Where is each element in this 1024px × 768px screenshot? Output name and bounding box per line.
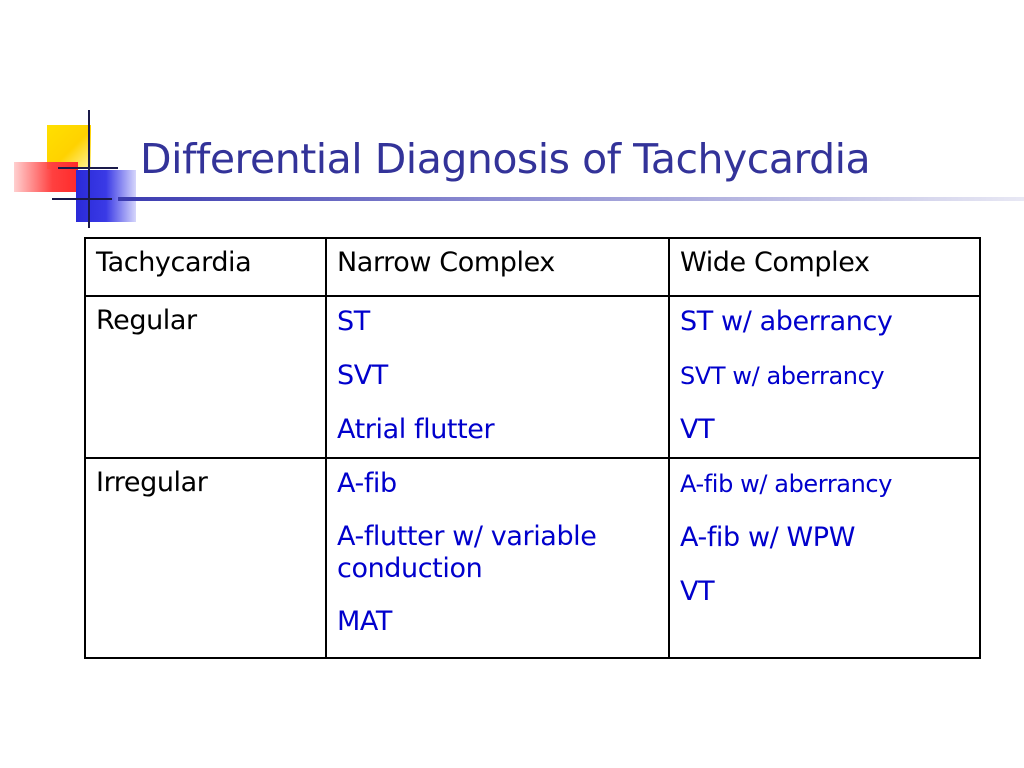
slide-logo-decoration (0, 0, 150, 240)
horizontal-line-shape (52, 198, 112, 200)
cell-item: VT (680, 414, 715, 445)
cell-item: MAT (337, 606, 392, 637)
cell-item: A-fib (337, 468, 397, 499)
cell-item: A-fib w/ aberrancy (680, 470, 893, 498)
blue-square-shape (76, 170, 136, 222)
narrow-complex-cell (326, 296, 669, 458)
diagnosis-table-container (84, 237, 981, 659)
cell-item: VT (680, 576, 715, 607)
table-row (85, 458, 980, 658)
cell-item: ST w/ aberrancy (680, 306, 893, 337)
narrow-complex-cell (326, 458, 669, 658)
cell-item: A-flutter w/ variable conduction (337, 521, 597, 584)
cell-item: Atrial flutter (337, 414, 495, 445)
header-cell: Narrow Complex (326, 238, 669, 296)
horizontal-line-shape (58, 167, 118, 169)
header-cell: Wide Complex (669, 238, 980, 296)
title-underline (118, 197, 1024, 201)
cell-item: A-fib w/ WPW (680, 522, 855, 553)
table-header-row (85, 238, 980, 296)
wide-complex-cell (669, 458, 980, 658)
table-row (85, 296, 980, 458)
vertical-line-shape (88, 110, 90, 228)
cell-item: SVT (337, 360, 388, 391)
row-label-cell: Irregular (85, 458, 326, 658)
header-cell: Tachycardia (85, 238, 326, 296)
wide-complex-cell (669, 296, 980, 458)
cell-item: ST (337, 306, 370, 337)
cell-item: SVT w/ aberrancy (680, 362, 885, 390)
diagnosis-table (84, 237, 981, 659)
row-label-cell: Regular (85, 296, 326, 458)
slide-title: Differential Diagnosis of Tachycardia (140, 135, 871, 183)
